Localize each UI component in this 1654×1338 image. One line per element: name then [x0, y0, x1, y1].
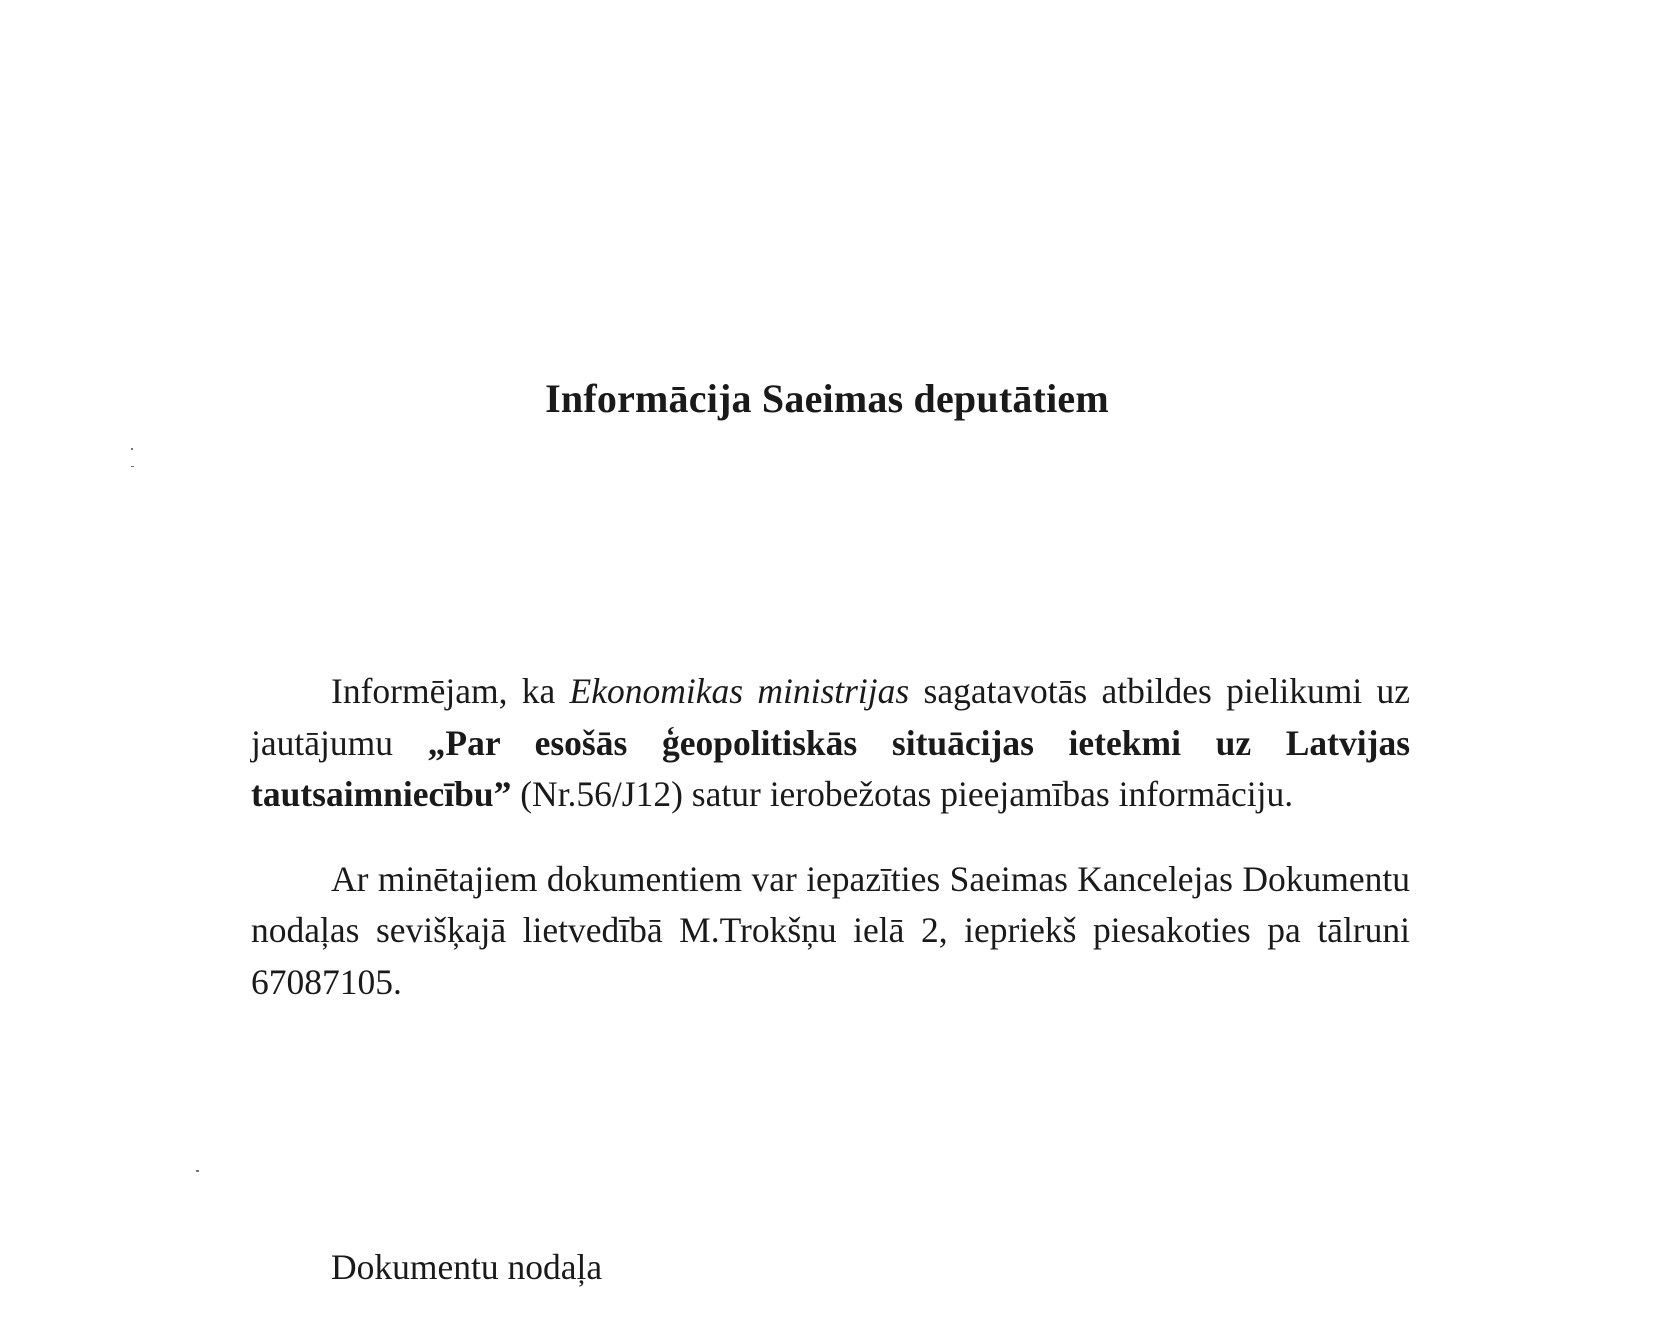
paragraph-1-middle: sagatavotās atbildes pielikumi uz jautājumu — [251, 671, 1411, 763]
scan-speck — [131, 448, 133, 450]
paragraph-1-intro: Informējam, ka — [331, 671, 556, 711]
signature-department: Dokumentu nodaļa — [331, 1247, 603, 1287]
question-title: „Par esošās ģeopolitiskās situācijas ietekmi uz Latvijas tautsaimniecību” — [251, 722, 1411, 814]
paragraph-2: Ar minētajiem dokumentiem var iepazīties Saeimas Kancelejas Dokumentu nodaļas sevišķajā lietvedībā M.Trokšņu ielā 2, iepriekš piesakoties pa tālruni 67087105. — [251, 858, 1410, 1002]
scan-speck — [196, 1170, 199, 1172]
scan-speck — [131, 466, 134, 467]
paragraph-1 — [251, 666, 1410, 821]
paragraph-1-ending: (Nr.56/J12) satur ierobežotas pieejamības informāciju. — [520, 774, 1294, 814]
ministry-name: Ekonomikas ministrijas — [569, 671, 910, 711]
document-body — [251, 666, 1410, 1008]
document-title: Informācija Saeimas deputātiem — [545, 375, 1109, 421]
